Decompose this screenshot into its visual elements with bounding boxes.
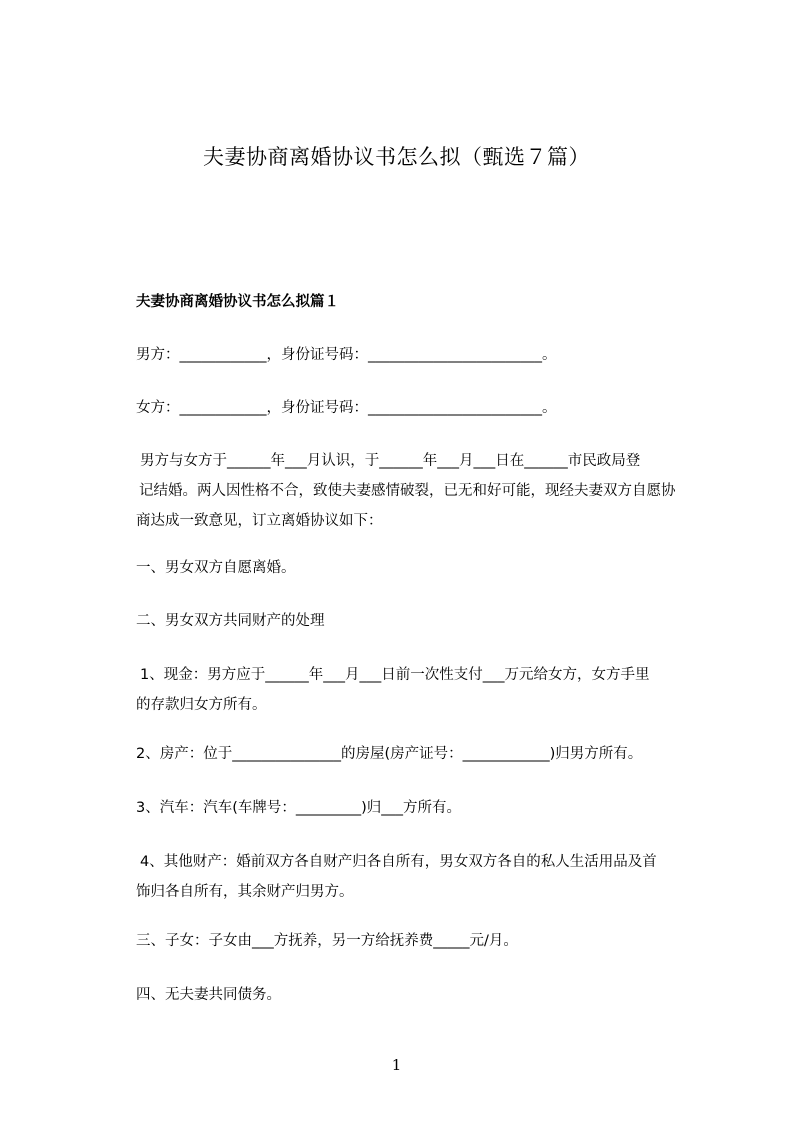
clause-2-item-3: 3、汽车：汽车(车牌号：_________)归___方所有。: [136, 800, 462, 816]
page-number: 1: [391, 1056, 402, 1074]
clause-2: 二、男女双方共同财产的处理: [136, 613, 325, 629]
clause-2-item-2: 2、房产：位于_______________的房屋(房产证号：____________)归男方所有。: [136, 746, 643, 762]
clause-2-item-1-line-2: 的存款归女方所有。: [136, 697, 267, 713]
clause-2-item-4-line-2: 饰归各自所有，其余财产归男方。: [136, 884, 354, 900]
clause-3: 三、子女：子女由___方抚养，另一方给抚养费_____元/月。: [136, 933, 518, 949]
clause-2-item-4-line-1: 4、其他财产：婚前双方各自财产归各自所有，男女双方各自的私人生活用品及首: [140, 854, 657, 870]
party-male-line: 男方：____________，身份证号码：________________________。: [136, 347, 557, 363]
intro-line-2: 记结婚。两人因性格不合，致使夫妻感情破裂，已无和好可能，现经夫妻双方自愿协: [139, 483, 676, 499]
intro-line-3: 商达成一致意见，订立离婚协议如下：: [136, 513, 383, 529]
party-female-line: 女方：____________，身份证号码：________________________。: [136, 400, 557, 416]
document-title: 夫妻协商离婚协议书怎么拟（甄选７篇）: [203, 145, 590, 169]
clause-4: 四、无夫妻共同债务。: [136, 987, 281, 1003]
clause-2-item-1-line-1: 1、现金：男方应于______年___月___日前一次性支付___万元给女方，女方手里: [140, 667, 650, 683]
intro-line-1: 男方与女方于______年___月认识，于______年___月___日在______市民政局登: [140, 453, 641, 469]
section-heading: 夫妻协商离婚协议书怎么拟篇１: [136, 294, 339, 310]
clause-1: 一、男女双方自愿离婚。: [136, 560, 296, 576]
